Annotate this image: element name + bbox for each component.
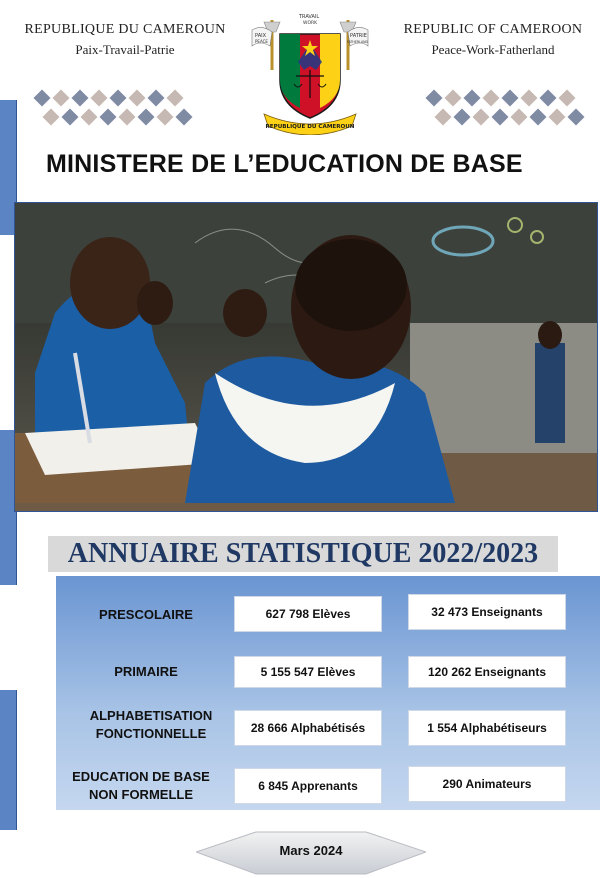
diamond-shape [530,109,547,126]
svg-text:PAIX: PAIX [255,33,267,39]
header-right-country: REPUBLIC OF CAMEROON [403,22,583,37]
header-left [10,22,240,58]
diamond-shape [511,109,528,126]
stat-label-non-formelle [56,768,226,804]
diamond-shape [426,90,443,107]
stat-staff-primaire: 120 262 Enseignants [408,656,566,688]
statistics-panel [56,576,600,810]
left-decor-bar-3 [0,690,17,830]
stat-label-alphabetisation-text: ALPHABETISATION FONCTIONNELLE [89,708,213,741]
svg-text:PEACE: PEACE [255,39,268,44]
diamond-pattern-right [428,88,583,128]
diamond-shape [502,90,519,107]
diamond-shape [34,90,51,107]
diamond-shape [445,90,462,107]
diamond-shape [148,90,165,107]
stat-label-alphabetisation [60,707,242,743]
diamond-shape [72,90,89,107]
ministry-title: MINISTERE DE L’EDUCATION DE BASE [46,150,523,178]
diamond-shape [119,109,136,126]
diamond-shape [43,109,60,126]
header-left-motto: Paix-Travail-Patrie [75,42,175,57]
diamond-shape [568,109,585,126]
diamond-shape [540,90,557,107]
svg-text:REPUBLIQUE DU CAMEROUN: REPUBLIQUE DU CAMEROUN [265,124,355,130]
stat-staff-alphabetisation: 1 554 Alphabétiseurs [408,710,566,746]
stat-label-non-formelle-text: EDUCATION DE BASE NON FORMELLE [72,769,210,802]
diamond-shape [521,90,538,107]
diamond-shape [81,109,98,126]
diamond-shape [62,109,79,126]
diamond-shape [110,90,127,107]
diamond-shape [435,109,452,126]
diamond-shape [138,109,155,126]
stat-learners-prescolaire: 627 798 Elèves [234,596,382,632]
stat-staff-prescolaire: 32 473 Enseignants [408,594,566,630]
diamond-shape [129,90,146,107]
diamond-shape [167,90,184,107]
diamond-shape [53,90,70,107]
svg-text:FATHERLAND: FATHERLAND [347,40,368,44]
diamond-shape [176,109,193,126]
stat-label-prescolaire: PRESCOLAIRE [99,607,193,622]
diamond-shape [91,90,108,107]
stat-label-primaire: PRIMAIRE [114,664,178,679]
header-right [378,22,608,58]
diamond-shape [549,109,566,126]
svg-text:WORK: WORK [303,21,318,26]
diamond-shape [473,109,490,126]
coat-of-arms-emblem [250,10,370,135]
svg-text:PATRIE: PATRIE [350,33,367,39]
diamond-shape [100,109,117,126]
header-left-country: REPUBLIQUE DU CAMEROUN [24,22,226,37]
publication-title: ANNUAIRE STATISTIQUE 2022/2023 [48,536,558,572]
publication-date: Mars 2024 [279,843,343,858]
diamond-shape [454,109,471,126]
stat-learners-primaire: 5 155 547 Elèves [234,656,382,688]
diamond-shape [559,90,576,107]
stat-learners-alphabetisation: 28 666 Alphabétisés [234,710,382,746]
diamond-pattern-left [36,88,191,128]
stat-learners-non-formelle: 6 845 Apprenants [234,768,382,804]
header-right-motto: Peace-Work-Fatherland [431,42,555,57]
stat-staff-non-formelle: 290 Animateurs [408,766,566,802]
diamond-shape [483,90,500,107]
classroom-photo [14,202,598,512]
diamond-shape [464,90,481,107]
diamond-shape [492,109,509,126]
svg-text:TRAVAIL: TRAVAIL [299,14,320,20]
diamond-shape [157,109,174,126]
